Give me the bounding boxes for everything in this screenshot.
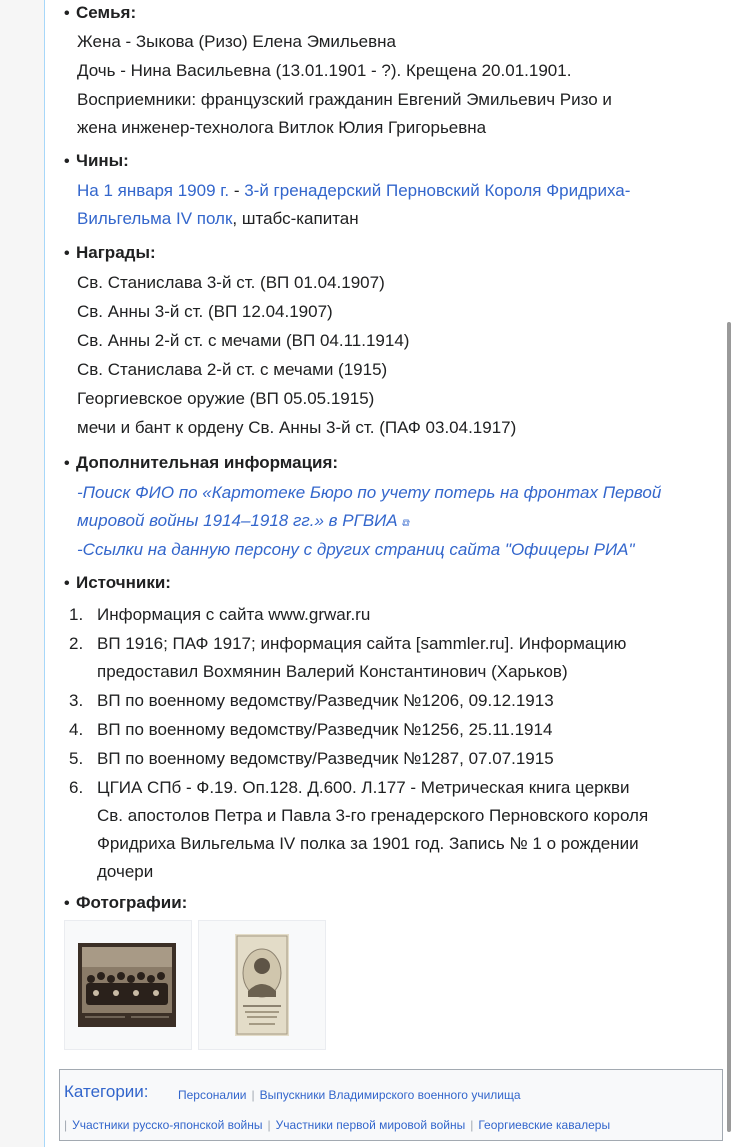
award-line: Св. Анны 3-й ст. (ВП 12.04.1907) (77, 302, 333, 321)
source-text: дочери (97, 862, 154, 881)
extra-line: -Поиск ФИО по «Картотеке Бюро по учету потерь на фронтах Первой (77, 483, 662, 502)
category-link[interactable]: Персоналии (178, 1088, 247, 1102)
source-number: 1. (69, 605, 84, 624)
source-text: Информация с сайта www.grwar.ru (97, 605, 371, 624)
gallery-item[interactable] (64, 920, 192, 1050)
source-number: 2. (69, 634, 84, 653)
regiment-link[interactable]: Вильгельма IV полк (77, 209, 233, 228)
category-link[interactable]: Георгиевские кавалеры (478, 1118, 611, 1132)
source-number: 6. (69, 778, 84, 797)
source-text: Св. апостолов Петра и Павла 3-го гренадерского Перновского короля (97, 806, 649, 825)
bullet-icon: • (64, 153, 70, 170)
source-number: 3. (69, 691, 84, 710)
family-line: Восприемники: французский гражданин Евгений Эмильевич Ризо и (77, 90, 612, 109)
category-link[interactable]: Участники первой мировой войны (275, 1118, 466, 1132)
award-line: Св. Станислава 3-й ст. (ВП 01.04.1907) (77, 273, 385, 292)
ranks-line: Вильгельма IV полк, штабс-капитан (77, 209, 359, 228)
source-text: ВП 1916; ПАФ 1917; информация сайта [sammler.ru]. Информацию (97, 634, 627, 653)
source-text: Фридриха Вильгельма IV полка за 1901 год. Запись № 1 о рождении (97, 834, 639, 853)
family-line: жена инженер-технолога Витлок Юлия Григорьевна (77, 118, 487, 137)
source-number: 5. (69, 749, 84, 768)
bullet-icon: • (64, 575, 70, 592)
category-separator: | (267, 1118, 271, 1132)
source-text: ЦГИА СПб - Ф.19. Оп.128. Д.600. Л.177 - Метрическая книга церкви (97, 778, 630, 797)
source-text: ВП по военному ведомству/Разведчик №1287, 07.07.1915 (97, 749, 554, 768)
categories-row (64, 1116, 610, 1134)
category-link[interactable]: Участники русско-японской войны (72, 1118, 263, 1132)
category-separator: | (251, 1088, 255, 1102)
section-family-heading: • Семья: (64, 2, 136, 25)
group-photo-thumbnail[interactable] (65, 921, 191, 1049)
category-separator: | (64, 1118, 68, 1132)
portrait-thumbnail[interactable] (199, 921, 325, 1049)
bullet-icon: • (64, 895, 70, 912)
award-line: Св. Анны 2-й ст. с мечами (ВП 04.11.1914) (77, 331, 410, 350)
source-text: ВП по военному ведомству/Разведчик №1256, 25.11.1914 (97, 720, 553, 739)
category-link[interactable]: Выпускники Владимирского военного училища (259, 1088, 521, 1102)
bullet-icon: • (64, 245, 70, 262)
categories-row (178, 1086, 521, 1104)
extra-line (77, 510, 409, 535)
category-separator: | (470, 1118, 474, 1132)
source-text: предоставил Вохмянин Валерий Константинович (Харьков) (97, 662, 568, 681)
bullet-icon: • (64, 5, 70, 22)
section-extra-heading: • Дополнительная информация: (64, 452, 338, 475)
award-line: мечи и бант к ордену Св. Анны 3-й ст. (ПАФ 03.04.1917) (77, 418, 517, 437)
categories-box (59, 1069, 723, 1141)
family-line: Дочь - Нина Васильевна (13.01.1901 - ?). Крещена 20.01.1901. (77, 61, 572, 80)
external-link-icon: ⧉ (401, 518, 409, 529)
award-line: Св. Станислава 2-й ст. с мечами (1915) (77, 360, 388, 379)
regiment-link[interactable]: 3-й гренадерский Перновский Короля Фридриха- (244, 181, 631, 200)
section-ranks-heading: • Чины: (64, 150, 129, 173)
section-awards-heading: • Награды: (64, 242, 156, 265)
section-sources-heading: • Источники: (64, 572, 171, 595)
categories-title[interactable]: Категории: (64, 1082, 149, 1101)
extra-line: -Ссылки на данную персону с других страниц сайта "Офицеры РИА" (77, 540, 635, 559)
gallery-item[interactable] (198, 920, 326, 1050)
rank-date-link[interactable]: На 1 января 1909 г. (77, 181, 230, 200)
section-photos-heading: • Фотографии: (64, 892, 187, 915)
scrollbar[interactable] (727, 322, 731, 1132)
backlinks-link[interactable]: Ссылки на данную персону с других страниц сайта "Офицеры РИА" (82, 540, 635, 559)
family-line: Жена - Зыкова (Ризо) Елена Эмильевна (77, 32, 397, 51)
source-number: 4. (69, 720, 84, 739)
bullet-icon: • (64, 455, 70, 472)
ranks-line: На 1 января 1909 г. - 3-й гренадерский Перновский Короля Фридриха- (77, 181, 631, 200)
losses-search-link[interactable]: мировой войны 1914–1918 гг.» в РГВИА (77, 511, 398, 530)
losses-search-link[interactable]: Поиск ФИО по «Картотеке Бюро по учету потерь на фронтах Первой (82, 483, 662, 502)
award-line: Георгиевское оружие (ВП 05.05.1915) (77, 389, 375, 408)
source-text: ВП по военному ведомству/Разведчик №1206, 09.12.1913 (97, 691, 554, 710)
